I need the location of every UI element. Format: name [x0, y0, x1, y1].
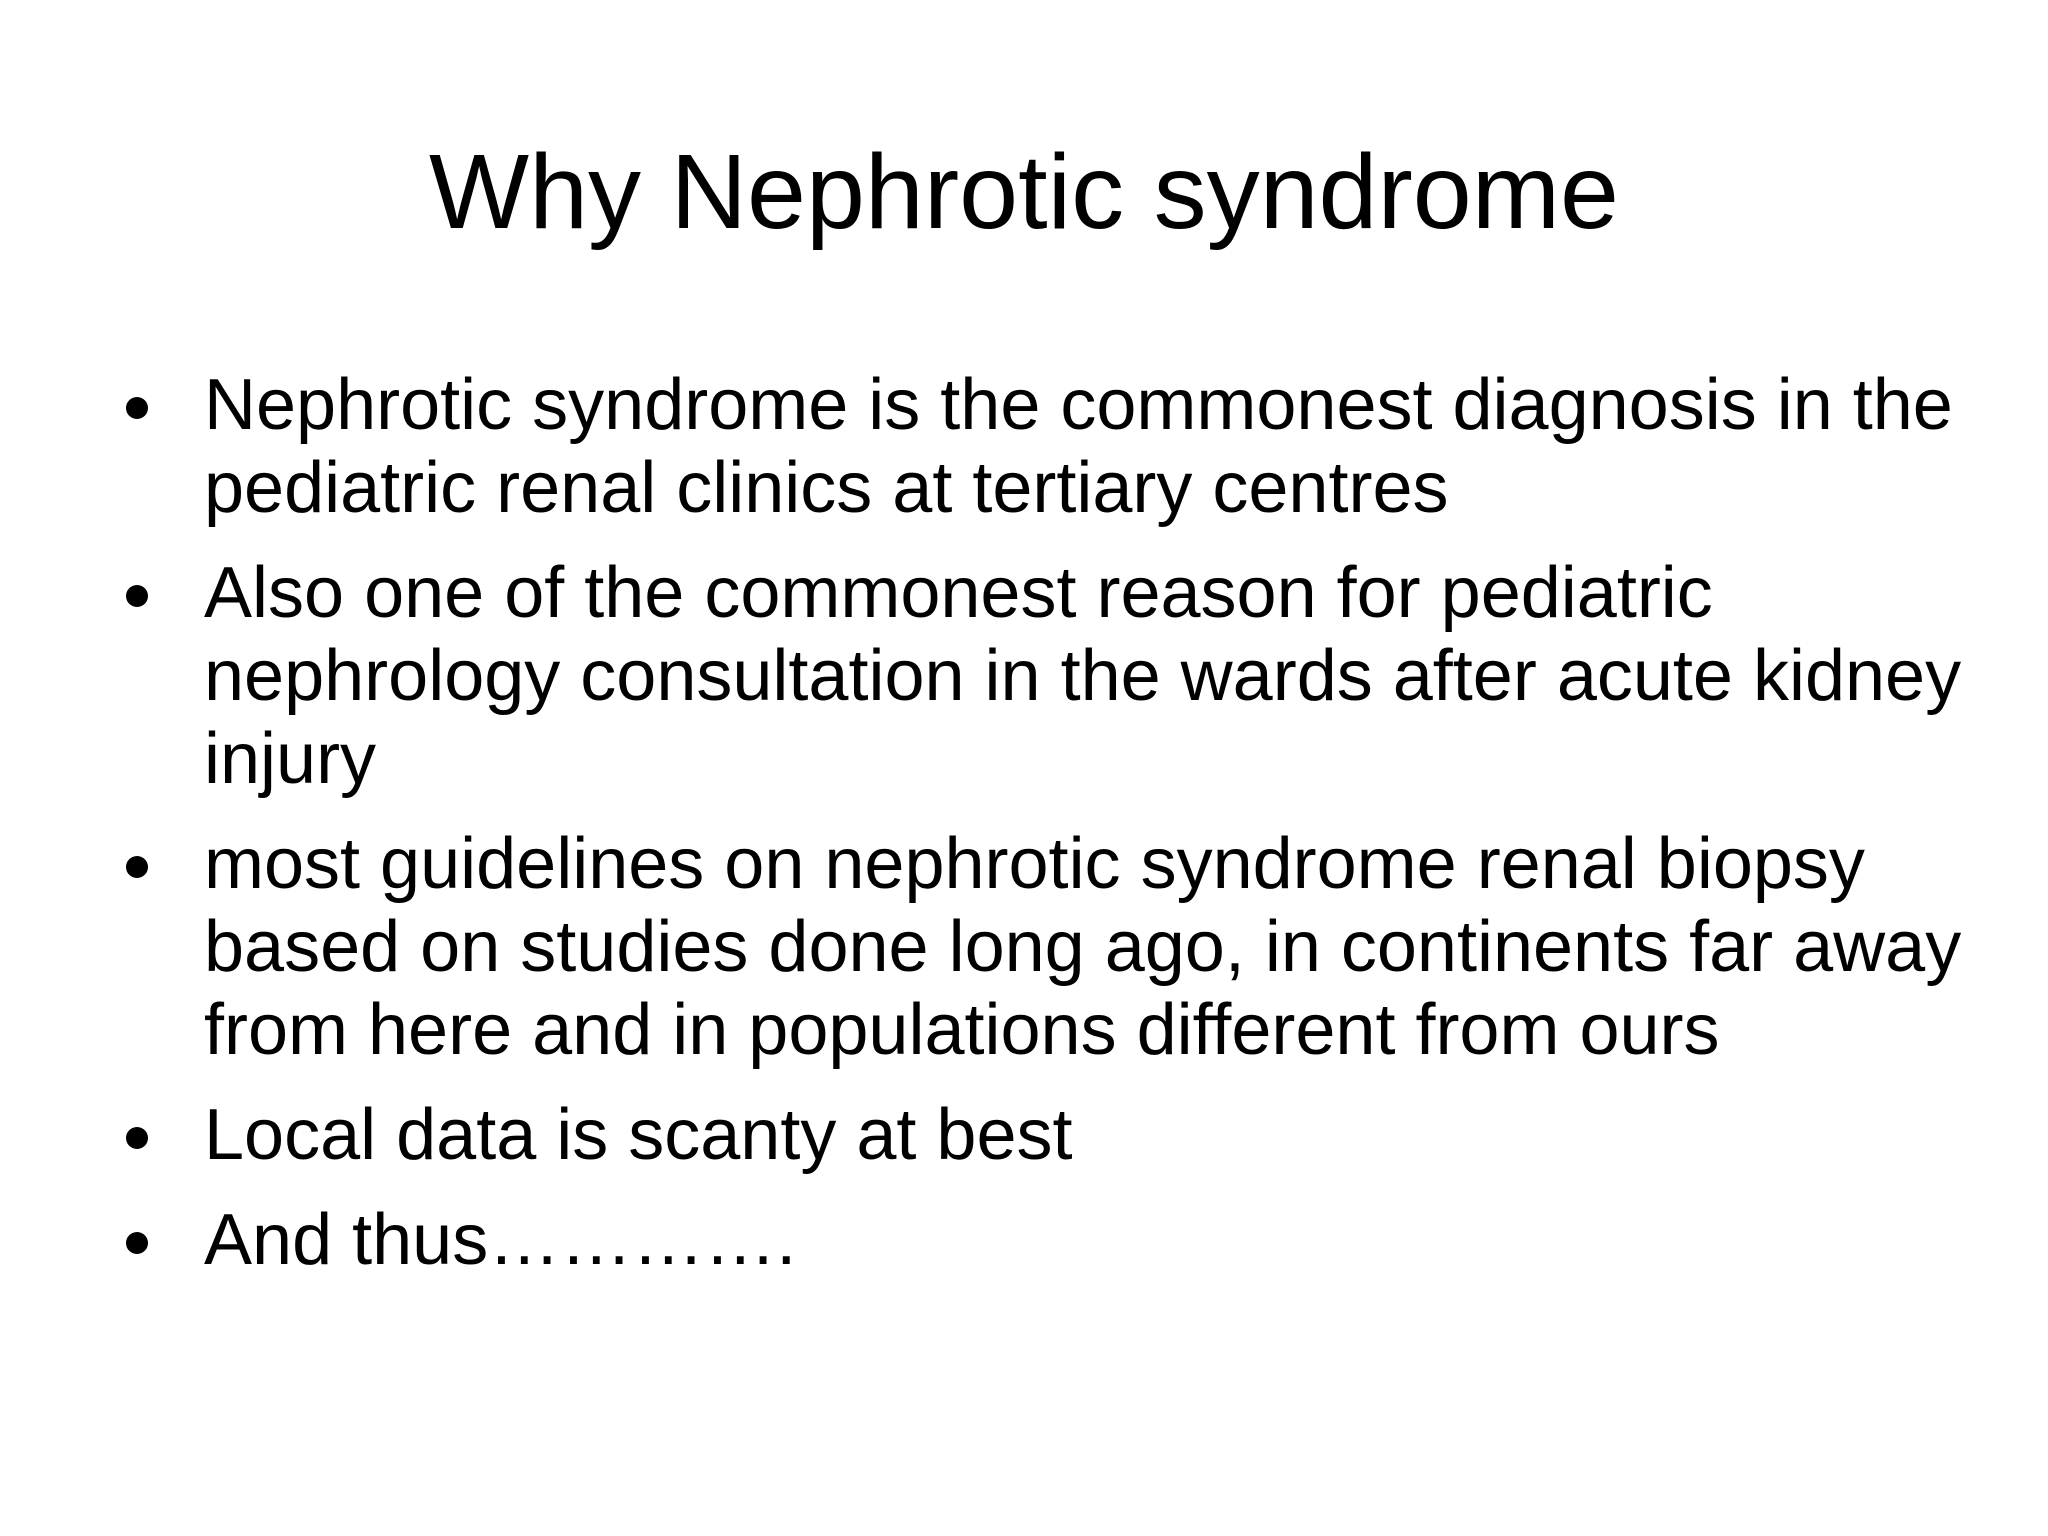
bullet-item	[110, 1094, 1970, 1177]
bullet-dot-icon	[126, 397, 148, 419]
bullet-text: most guidelines on nephrotic syndrome renal biopsy based on studies done long ago, in continents far away from here and in populations different from ours	[204, 824, 1962, 1070]
bullet-dot-icon	[126, 585, 148, 607]
slide-title: Why Nephrotic syndrome	[429, 133, 1619, 251]
bullet-dot-icon	[126, 856, 148, 878]
bullet-dot-icon	[126, 1232, 148, 1254]
bullet-text: Nephrotic syndrome is the commonest diagnosis in the pediatric renal clinics at tertiary centres	[204, 365, 1953, 528]
bullet-item	[110, 1199, 1970, 1282]
bullet-item	[110, 823, 1970, 1072]
bullet-list	[110, 364, 1970, 1304]
bullet-item	[110, 364, 1970, 530]
bullet-text: Also one of the commonest reason for pediatric nephrology consultation in the wards after acute kidney injury	[204, 553, 1962, 799]
bullet-item	[110, 552, 1970, 801]
bullet-text: And thus………….	[204, 1200, 797, 1280]
bullet-text: Local data is scanty at best	[204, 1095, 1073, 1175]
bullet-dot-icon	[126, 1127, 148, 1149]
